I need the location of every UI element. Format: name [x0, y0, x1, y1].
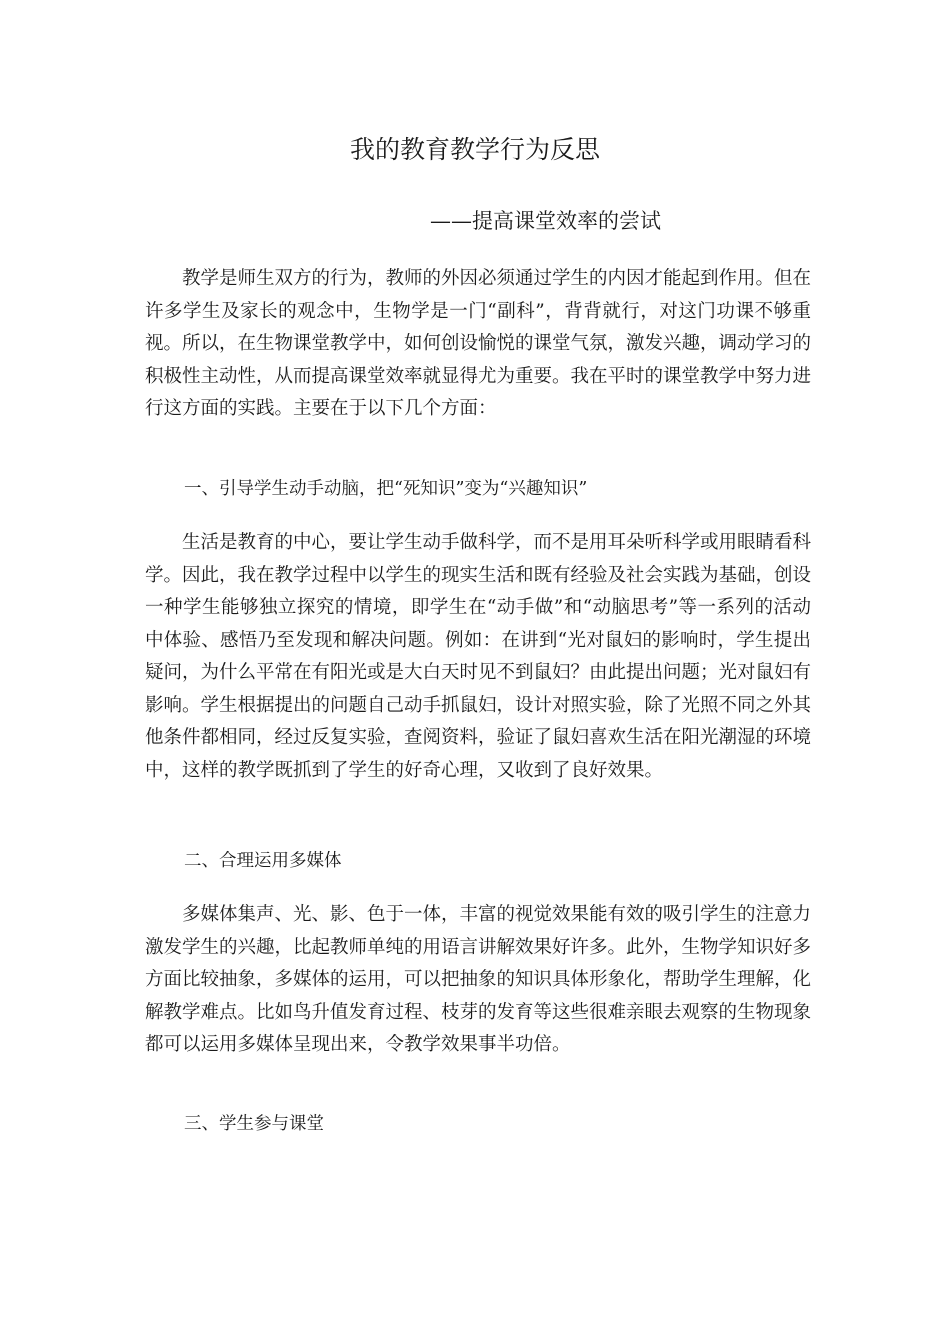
document-subtitle: ——提高课堂效率的尝试 [430, 209, 661, 233]
intro-paragraph: 教学是师生双方的行为，教师的外因必须通过学生的内因才能起到作用。但在许多学生及家长的观念中，生物学是一门“副科”，背背就行，对这门功课不够重视。所以，在生物课堂教学中，如何创设愉悦的课堂气氛，激发兴趣，调动学习的积极性主动性，从而提高课堂效率就显得尤为重要。我在平时的课堂教学中努力进行这方面的实践。主要在于以下几个方面： [145, 268, 812, 419]
section-heading-2: 二、合理运用多媒体 [184, 851, 342, 871]
section-heading-1: 一、引导学生动手动脑，把“死知识”变为“兴趣知识” [184, 479, 588, 499]
section-heading-3: 三、学生参与课堂 [184, 1114, 324, 1134]
section-body-1: 生活是教育的中心，要让学生动手做科学，而不是用耳朵听科学或用眼睛看科学。因此，我在教学过程中以学生的现实生活和既有经验及社会实践为基础，创设一种学生能够独立探究的情境，即学生在“动手做”和“动脑思考”等一系列的活动中体验、感悟乃至发现和解决问题。例如：在讲到“光对鼠妇的影响时，学生提出疑问，为什么平常在有阳光或是大白天时见不到鼠妇？由此提出问题；光对鼠妇有影响。学生根据提出的问题自己动手抓鼠妇，设计对照实验，除了光照不同之外其他条件都相同，经过反复实验，查阅资料，验证了鼠妇喜欢生活在阳光潮湿的环境中，这样的教学既抓到了学生的好奇心理，又收到了良好效果。 [145, 532, 812, 781]
document-title: 我的教育教学行为反思 [349, 135, 600, 164]
section-body-2: 多媒体集声、光、影、色于一体，丰富的视觉效果能有效的吸引学生的注意力激发学生的兴趣，比起教师单纯的用语言讲解效果好许多。此外，生物学知识好多方面比较抽象，多媒体的运用，可以把抽象的知识具体形象化，帮助学生理解，化解教学难点。比如鸟升值发育过程、枝芽的发育等这些很难亲眼去观察的生物现象都可以运用多媒体呈现出来，令教学效果事半功倍。 [145, 904, 812, 1055]
